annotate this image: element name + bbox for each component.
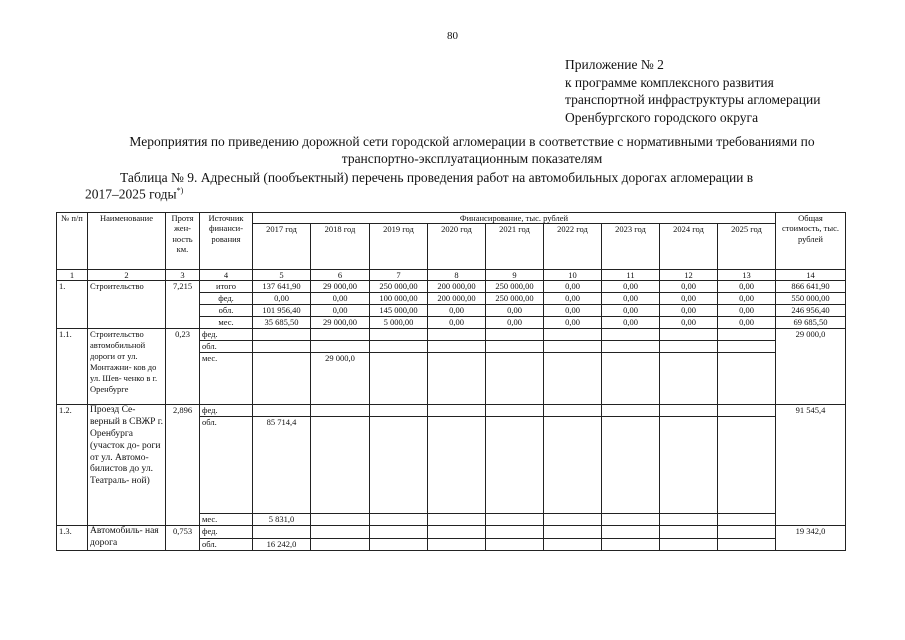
value-cell [486,538,544,550]
value-cell: 29 000,00 [311,317,370,329]
column-number: 2 [88,270,166,281]
value-cell: 35 685,50 [253,317,311,329]
value-cell [486,341,544,353]
column-number: 6 [311,270,370,281]
value-cell [428,538,486,550]
table-caption-years [85,186,183,203]
value-cell [602,514,660,526]
header-year: 2021 год [486,224,544,270]
header-year: 2020 год [428,224,486,270]
value-cell [253,526,311,538]
value-cell [311,341,370,353]
value-cell [718,538,776,550]
appendix-block [565,56,820,126]
table-row [57,405,846,417]
value-cell [544,341,602,353]
value-cell [370,417,428,514]
header-year: 2022 год [544,224,602,270]
value-cell [253,341,311,353]
value-cell [428,353,486,405]
value-cell [660,341,718,353]
source-cell: мес. [200,514,253,526]
value-cell [544,526,602,538]
appendix-line: транспортной инфраструктуры агломерации [565,92,821,107]
source-cell: обл. [200,341,253,353]
row-length: 7,215 [166,281,200,329]
value-cell: 0,00 [660,317,718,329]
value-cell: 0,00 [253,293,311,305]
row-length: 0,23 [166,329,200,405]
column-number: 8 [428,270,486,281]
row-name: Строительство автомобильной дороги от ул. Монтажни- ков до ул. Шев- ченко в г. Оренбурге [88,329,166,405]
value-cell [311,329,370,341]
value-cell [311,405,370,417]
value-cell [660,405,718,417]
table-caption: Таблица № 9. Адресный (пообъектный) перечень проведения работ на автомобильных дорогах агломерации в [120,170,754,185]
value-cell [544,417,602,514]
row-name: Строительство [88,281,166,329]
value-cell: 85 714,4 [253,417,311,514]
document-heading [62,133,882,167]
header-length: Протя жен- ность км. [166,213,200,270]
value-cell: 16 242,0 [253,538,311,550]
column-number: 7 [370,270,428,281]
value-cell [660,353,718,405]
header-num: № п/п [57,213,88,270]
source-cell: обл. [200,305,253,317]
value-cell [718,329,776,341]
value-cell: 145 000,00 [370,305,428,317]
value-cell: 0,00 [602,281,660,293]
value-cell [544,514,602,526]
value-cell [370,526,428,538]
value-cell [370,538,428,550]
value-cell: 0,00 [602,317,660,329]
total-cell: 29 000,0 [776,329,846,405]
heading-line: транспортно-эксплуатационным показателям [341,151,603,166]
value-cell [486,417,544,514]
value-cell [428,329,486,341]
column-number: 13 [718,270,776,281]
footnote-mark: *) [176,186,184,195]
source-cell: фед. [200,405,253,417]
value-cell: 0,00 [311,305,370,317]
value-cell: 0,00 [718,293,776,305]
source-cell: фед. [200,293,253,305]
value-cell [486,514,544,526]
table-caption-years-text: 2017–2025 годы [85,186,177,202]
value-cell [602,526,660,538]
source-cell: итого [200,281,253,293]
value-cell: 0,00 [718,281,776,293]
header-year: 2019 год [370,224,428,270]
value-cell: 29 000,0 [311,353,370,405]
value-cell [660,329,718,341]
table-row [57,526,846,538]
value-cell [486,526,544,538]
total-cell: 19 342,0 [776,526,846,551]
value-cell [253,405,311,417]
total-cell: 91 545,4 [776,405,846,526]
value-cell [311,538,370,550]
column-number: 12 [660,270,718,281]
value-cell [718,405,776,417]
value-cell: 5 000,00 [370,317,428,329]
value-cell [428,514,486,526]
value-cell [660,538,718,550]
value-cell: 0,00 [311,293,370,305]
value-cell: 0,00 [428,317,486,329]
value-cell [253,329,311,341]
value-cell [486,329,544,341]
value-cell [544,538,602,550]
value-cell [311,417,370,514]
source-cell: обл. [200,538,253,550]
header-year: 2025 год [718,224,776,270]
value-cell [253,353,311,405]
value-cell [602,538,660,550]
table-row [57,329,846,341]
value-cell [718,514,776,526]
value-cell: 0,00 [486,317,544,329]
total-cell: 866 641,90 [776,281,846,293]
value-cell [544,329,602,341]
header-year: 2017 год [253,224,311,270]
source-cell: фед. [200,329,253,341]
value-cell: 200 000,00 [428,281,486,293]
source-cell: мес. [200,317,253,329]
column-number-row [57,270,846,281]
value-cell: 137 641,90 [253,281,311,293]
source-cell: фед. [200,526,253,538]
value-cell [718,341,776,353]
value-cell [718,417,776,514]
value-cell [602,353,660,405]
value-cell [370,353,428,405]
table-row [57,281,846,293]
value-cell: 0,00 [486,305,544,317]
header-year: 2024 год [660,224,718,270]
column-number: 1 [57,270,88,281]
value-cell: 0,00 [660,293,718,305]
row-name: Проезд Се- верный в СВЖР г. Оренбурга (участок до- роги от ул. Автомо- билистов до ул. Театраль- ной) [88,405,166,526]
value-cell: 0,00 [660,281,718,293]
value-cell [428,526,486,538]
value-cell [602,417,660,514]
value-cell [602,341,660,353]
total-cell: 550 000,00 [776,293,846,305]
value-cell [660,514,718,526]
value-cell [486,405,544,417]
value-cell [544,405,602,417]
header-year: 2023 год [602,224,660,270]
value-cell: 0,00 [660,305,718,317]
value-cell: 0,00 [718,305,776,317]
appendix-line: Оренбургского городского округа [565,109,759,125]
column-number: 10 [544,270,602,281]
value-cell [311,514,370,526]
row-num: 1.1. [57,329,88,405]
value-cell: 250 000,00 [370,281,428,293]
value-cell [370,341,428,353]
value-cell: 250 000,00 [486,281,544,293]
value-cell: 250 000,00 [486,293,544,305]
value-cell [311,526,370,538]
row-num: 1. [57,281,88,329]
value-cell [428,417,486,514]
value-cell: 29 000,00 [311,281,370,293]
heading-line: Мероприятия по приведению дорожной сети городской агломерации в соответствие с нормативными требованиями по [129,134,815,149]
value-cell [486,353,544,405]
works-table [56,212,846,551]
header-source: Источник финанси- рования [200,213,253,270]
value-cell: 0,00 [544,281,602,293]
value-cell: 0,00 [544,305,602,317]
header-year: 2018 год [311,224,370,270]
total-cell: 69 685,50 [776,317,846,329]
value-cell [428,405,486,417]
column-number: 14 [776,270,846,281]
value-cell [428,341,486,353]
header-financing: Финансирование, тыс. рублей [253,213,776,224]
value-cell [370,329,428,341]
value-cell: 0,00 [718,317,776,329]
header-name: Наименование [88,213,166,270]
value-cell [660,417,718,514]
value-cell: 100 000,00 [370,293,428,305]
row-num: 1.3. [57,526,88,551]
column-number: 5 [253,270,311,281]
row-name: Автомобиль- ная дорога [88,526,166,551]
value-cell: 0,00 [544,317,602,329]
value-cell [602,329,660,341]
value-cell [718,526,776,538]
source-cell: обл. [200,417,253,514]
appendix-line: к программе комплексного развития [565,74,774,90]
value-cell: 0,00 [544,293,602,305]
column-number: 3 [166,270,200,281]
column-number: 9 [486,270,544,281]
value-cell: 101 956,40 [253,305,311,317]
row-length: 2,896 [166,405,200,526]
column-number: 11 [602,270,660,281]
page-number: 80 [447,30,458,42]
value-cell: 5 831,0 [253,514,311,526]
row-num: 1.2. [57,405,88,526]
source-cell: мес. [200,353,253,405]
appendix-line: Приложение № 2 [565,57,664,72]
value-cell [370,514,428,526]
value-cell [370,405,428,417]
value-cell: 0,00 [602,293,660,305]
value-cell: 0,00 [602,305,660,317]
value-cell [660,526,718,538]
row-length: 0,753 [166,526,200,551]
value-cell [544,353,602,405]
header-total: Общая стоимость, тыс. рублей [776,213,846,270]
total-cell: 246 956,40 [776,305,846,317]
column-number: 4 [200,270,253,281]
value-cell: 200 000,00 [428,293,486,305]
value-cell [718,353,776,405]
value-cell [602,405,660,417]
value-cell: 0,00 [428,305,486,317]
